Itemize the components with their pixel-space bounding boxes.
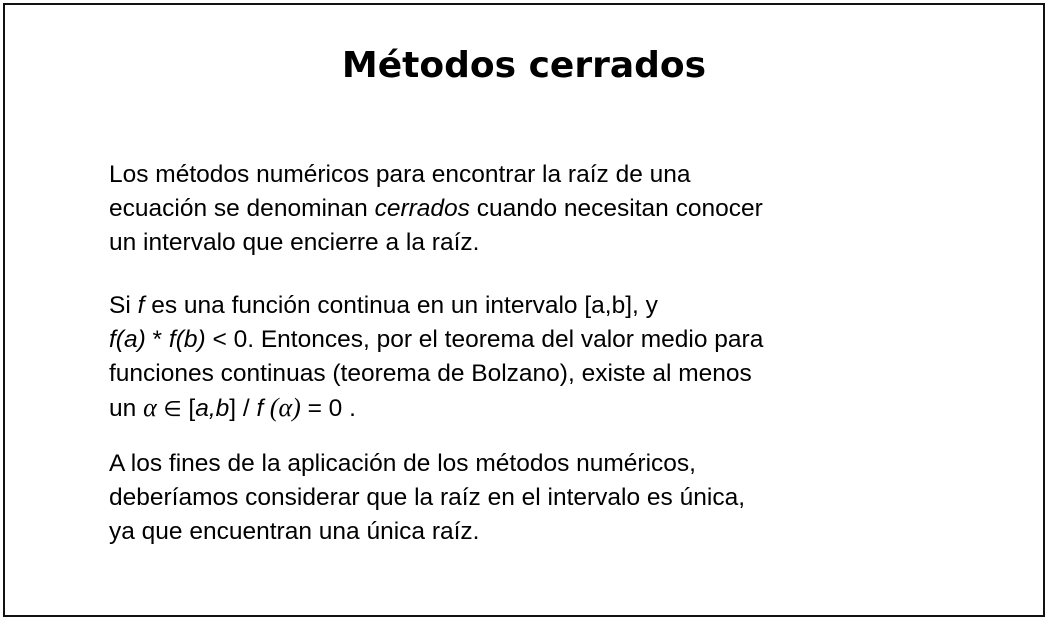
bracket-close: ] /: [229, 395, 257, 422]
slide: [3, 3, 1045, 617]
paragraph2-line4-post: = 0 .: [300, 395, 356, 422]
expr-fb: f(b): [168, 326, 206, 353]
alpha-argument: (α): [263, 393, 301, 422]
paragraph3-line3: ya que encuentran una única raíz.: [109, 518, 480, 545]
paragraph1-line3: un intervalo que encierre a la raíz.: [109, 229, 480, 256]
paragraph3-line1: A los fines de la aplicación de los métodos numéricos,: [109, 450, 696, 477]
expr-mult: *: [145, 326, 169, 353]
paragraph2-line3: funciones continuas (teorema de Bolzano), existe al menos: [109, 360, 752, 387]
paragraph2-line4-pre: un: [109, 395, 144, 422]
paragraph1-line2: [109, 192, 969, 226]
paragraph1-line2-post: cuando necesitan conocer: [469, 195, 763, 222]
slide-title: Métodos cerrados: [341, 45, 707, 86]
paragraph2-line2-post: < 0. Entonces, por el teorema del valor medio para: [205, 326, 764, 353]
bracket-open: [: [188, 395, 196, 422]
paragraph2-line1-pre: Si: [109, 292, 138, 319]
paragraph2-line1: [109, 289, 969, 323]
function-f-alpha: f: [256, 395, 264, 422]
function-f: f: [137, 292, 145, 319]
interval-ab: a,b: [195, 395, 230, 422]
term-cerrados: cerrados: [374, 195, 470, 222]
expr-fa: f(a): [109, 326, 146, 353]
paragraph3-line2: deberíamos considerar que la raíz en el intervalo es única,: [109, 484, 745, 511]
paragraph2-line2: [109, 323, 969, 357]
alpha-symbol: α: [143, 393, 157, 422]
paragraph1-line2-pre: ecuación se denominan: [109, 195, 375, 222]
paragraph1-line1: Los métodos numéricos para encontrar la raíz de una: [109, 161, 691, 188]
element-of-symbol: ∈: [156, 397, 189, 421]
paragraph-definition: [109, 158, 969, 260]
paragraph2-line1-post: es una función continua en un intervalo [a,b], y: [144, 292, 658, 319]
paragraph2-line4: [109, 391, 969, 426]
paragraph-bolzano: [109, 289, 969, 426]
paragraph-uniqueness: [109, 447, 969, 549]
